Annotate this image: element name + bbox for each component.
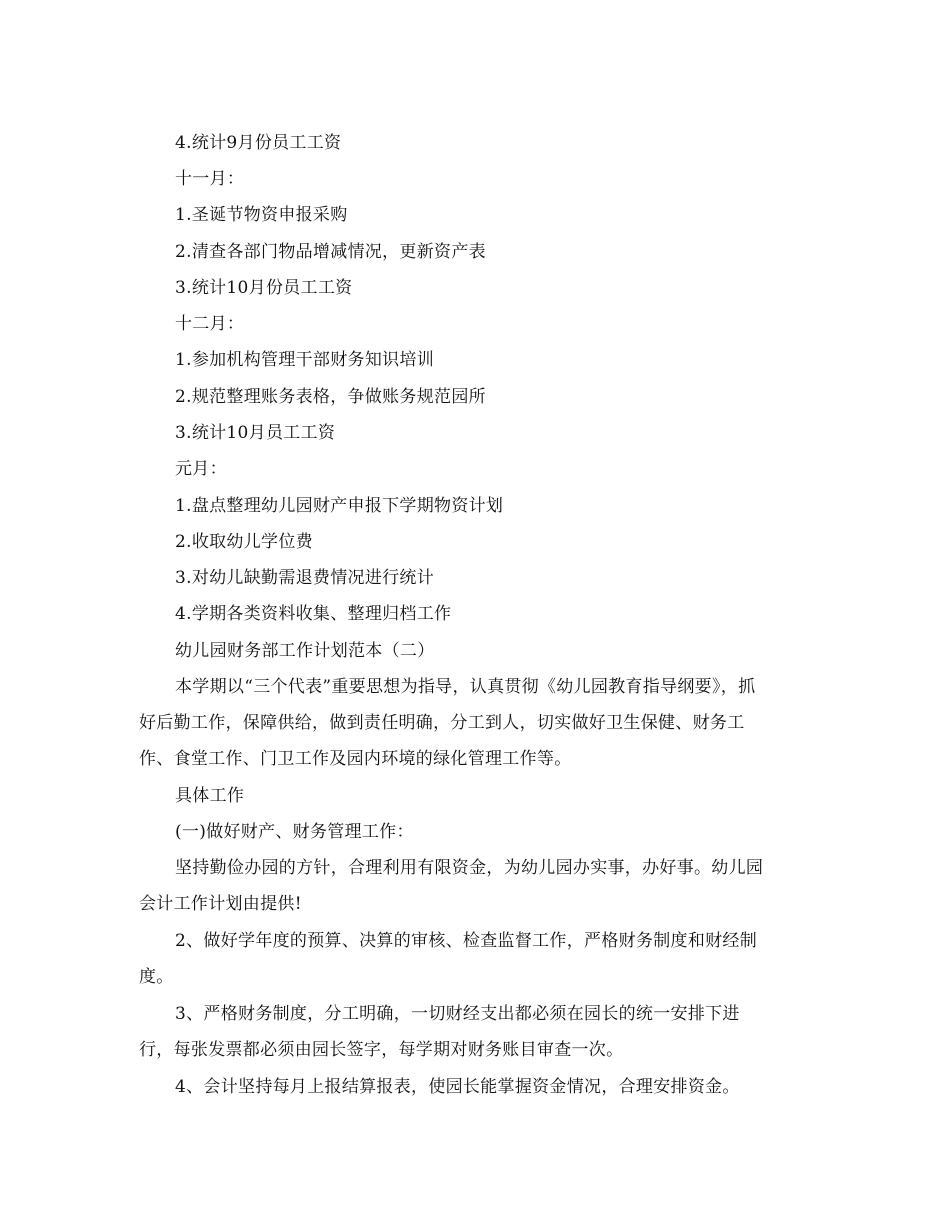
paragraph-line: 2、做好学年度的预算、决算的审核、检查监督工作，严格财务制度和财经制 <box>175 931 758 951</box>
subsection-heading: (一)做好财产、财务管理工作： <box>175 822 414 842</box>
list-item: 3.对幼儿缺勤需退费情况进行统计 <box>175 568 435 588</box>
paragraph-line: 好后勤工作，保障供给，做到责任明确，分工到人，切实做好卫生保健、财务工 <box>139 713 745 733</box>
month-heading: 元月： <box>175 459 227 479</box>
paragraph-3 <box>139 1004 819 1076</box>
list-item: 1.盘点整理幼儿园财产申报下学期物资计划 <box>175 496 504 516</box>
paragraph-line: 本学期以“三个代表”重要思想为指导，认真贯彻《幼儿园教育指导纲要》，抓 <box>175 677 756 697</box>
list-item: 2.收取幼儿学位费 <box>175 532 313 552</box>
list-item: 1.圣诞节物资申报采购 <box>175 205 348 225</box>
section-title: 幼儿园财务部工作计划范本（二） <box>175 641 435 661</box>
month-heading: 十二月： <box>175 314 245 334</box>
list-item: 3.统计10月份员工工资 <box>175 278 353 298</box>
paragraph-line: 会计工作计划由提供! <box>139 894 302 914</box>
list-item: 1.参加机构管理干部财务知识培训 <box>175 350 435 370</box>
paragraph-line: 度。 <box>139 967 174 987</box>
list-item: 3.统计10月员工工资 <box>175 423 336 443</box>
paragraph-line: 作、食堂工作、门卫工作及园内环境的绿化管理工作等。 <box>139 749 572 769</box>
paragraph-line: 行，每张发票都必须由园长签字，每学期对财务账目审查一次。 <box>139 1040 624 1060</box>
list-item: 4.学期各类资料收集、整理归档工作 <box>175 604 452 624</box>
paragraph-line: 坚持勤俭办园的方针，合理利用有限资金，为幼儿园办实事，办好事。幼儿园 <box>175 858 764 878</box>
paragraph-intro <box>139 677 819 785</box>
paragraph-line: 4、会计坚持每月上报结算报表，使园长能掌握资金情况，合理安排资金。 <box>175 1077 740 1097</box>
list-item: 2.清查各部门物品增减情况，更新资产表 <box>175 242 486 262</box>
subsection-title: 具体工作 <box>175 786 245 806</box>
month-heading: 十一月： <box>175 169 245 189</box>
list-item: 4.统计9月份员工工资 <box>175 133 342 153</box>
list-item: 2.规范整理账务表格，争做账务规范园所 <box>175 387 486 407</box>
paragraph-4 <box>139 1077 819 1113</box>
paragraph-1 <box>139 858 819 930</box>
paragraph-2 <box>139 931 819 1003</box>
paragraph-line: 3、严格财务制度，分工明确，一切财经支出都必须在园长的统一安排下进 <box>175 1004 740 1024</box>
